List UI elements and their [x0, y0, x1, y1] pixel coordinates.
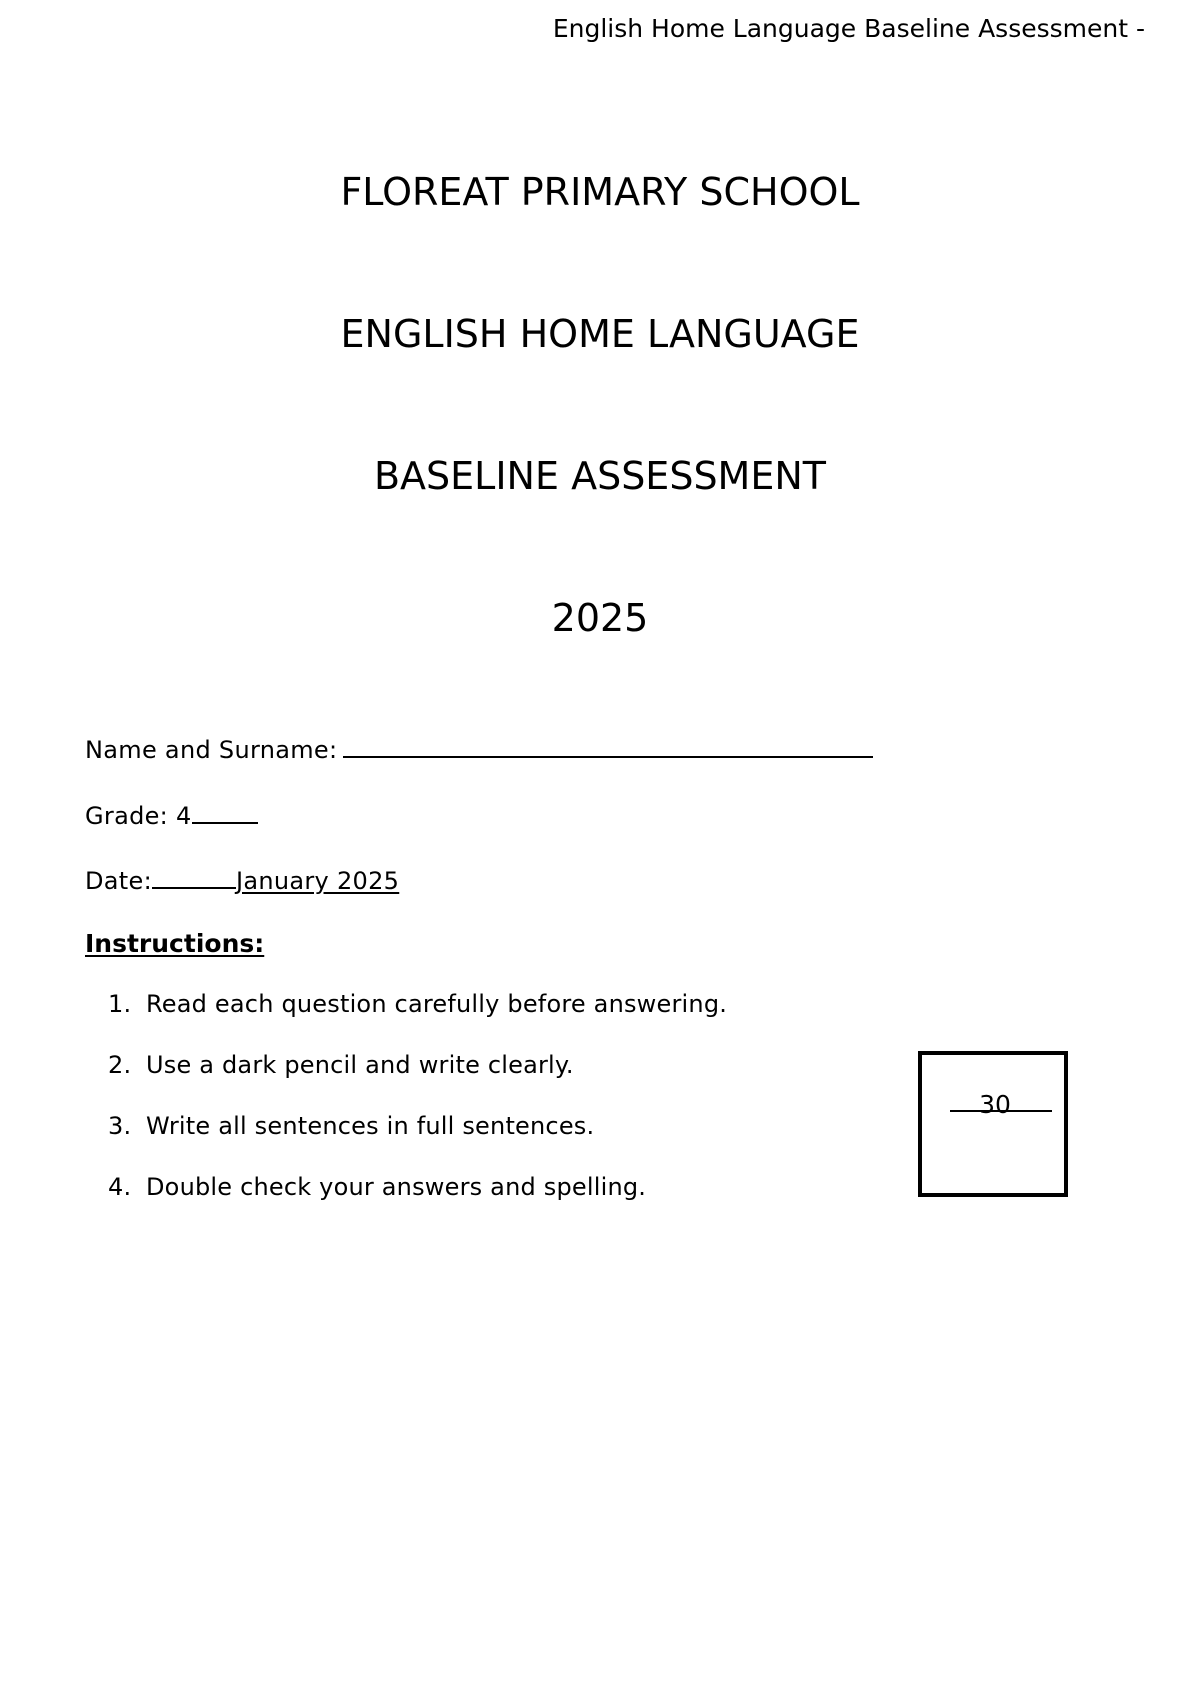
grade-field	[85, 802, 258, 830]
instructions-heading: Instructions:	[85, 929, 265, 958]
date-field	[85, 867, 399, 895]
subject-title: ENGLISH HOME LANGUAGE	[340, 312, 860, 356]
list-item	[108, 1112, 727, 1173]
date-value: January 2025	[235, 867, 400, 895]
score-total: 30	[979, 1090, 1011, 1119]
list-item-text: Read each question carefully before answering.	[146, 990, 728, 1018]
list-item-number: 2.	[108, 1051, 132, 1079]
list-item-text: Double check your answers and spelling.	[146, 1173, 647, 1201]
name-field	[85, 736, 873, 764]
date-label: Date:	[85, 867, 152, 895]
list-item-number: 3.	[108, 1112, 132, 1140]
year-title: 2025	[551, 596, 649, 640]
running-header: English Home Language Baseline Assessment -	[552, 14, 1145, 43]
grade-blank-line[interactable]	[192, 821, 258, 824]
name-blank-line[interactable]	[343, 755, 873, 758]
list-item	[108, 1051, 727, 1112]
grade-label: Grade: 4	[85, 802, 192, 830]
list-item	[108, 990, 727, 1051]
list-item-text: Write all sentences in full sentences.	[146, 1112, 595, 1140]
name-label: Name and Surname:	[85, 736, 338, 764]
list-item-number: 1.	[108, 990, 132, 1018]
school-name-title: FLOREAT PRIMARY SCHOOL	[340, 170, 860, 214]
assessment-title: BASELINE ASSESSMENT	[373, 454, 826, 498]
instructions-list	[108, 990, 727, 1234]
list-item-number: 4.	[108, 1173, 132, 1201]
list-item-text: Use a dark pencil and write clearly.	[146, 1051, 574, 1079]
date-blank-line[interactable]	[152, 886, 236, 889]
score-box[interactable]	[918, 1051, 1068, 1197]
list-item	[108, 1173, 727, 1234]
